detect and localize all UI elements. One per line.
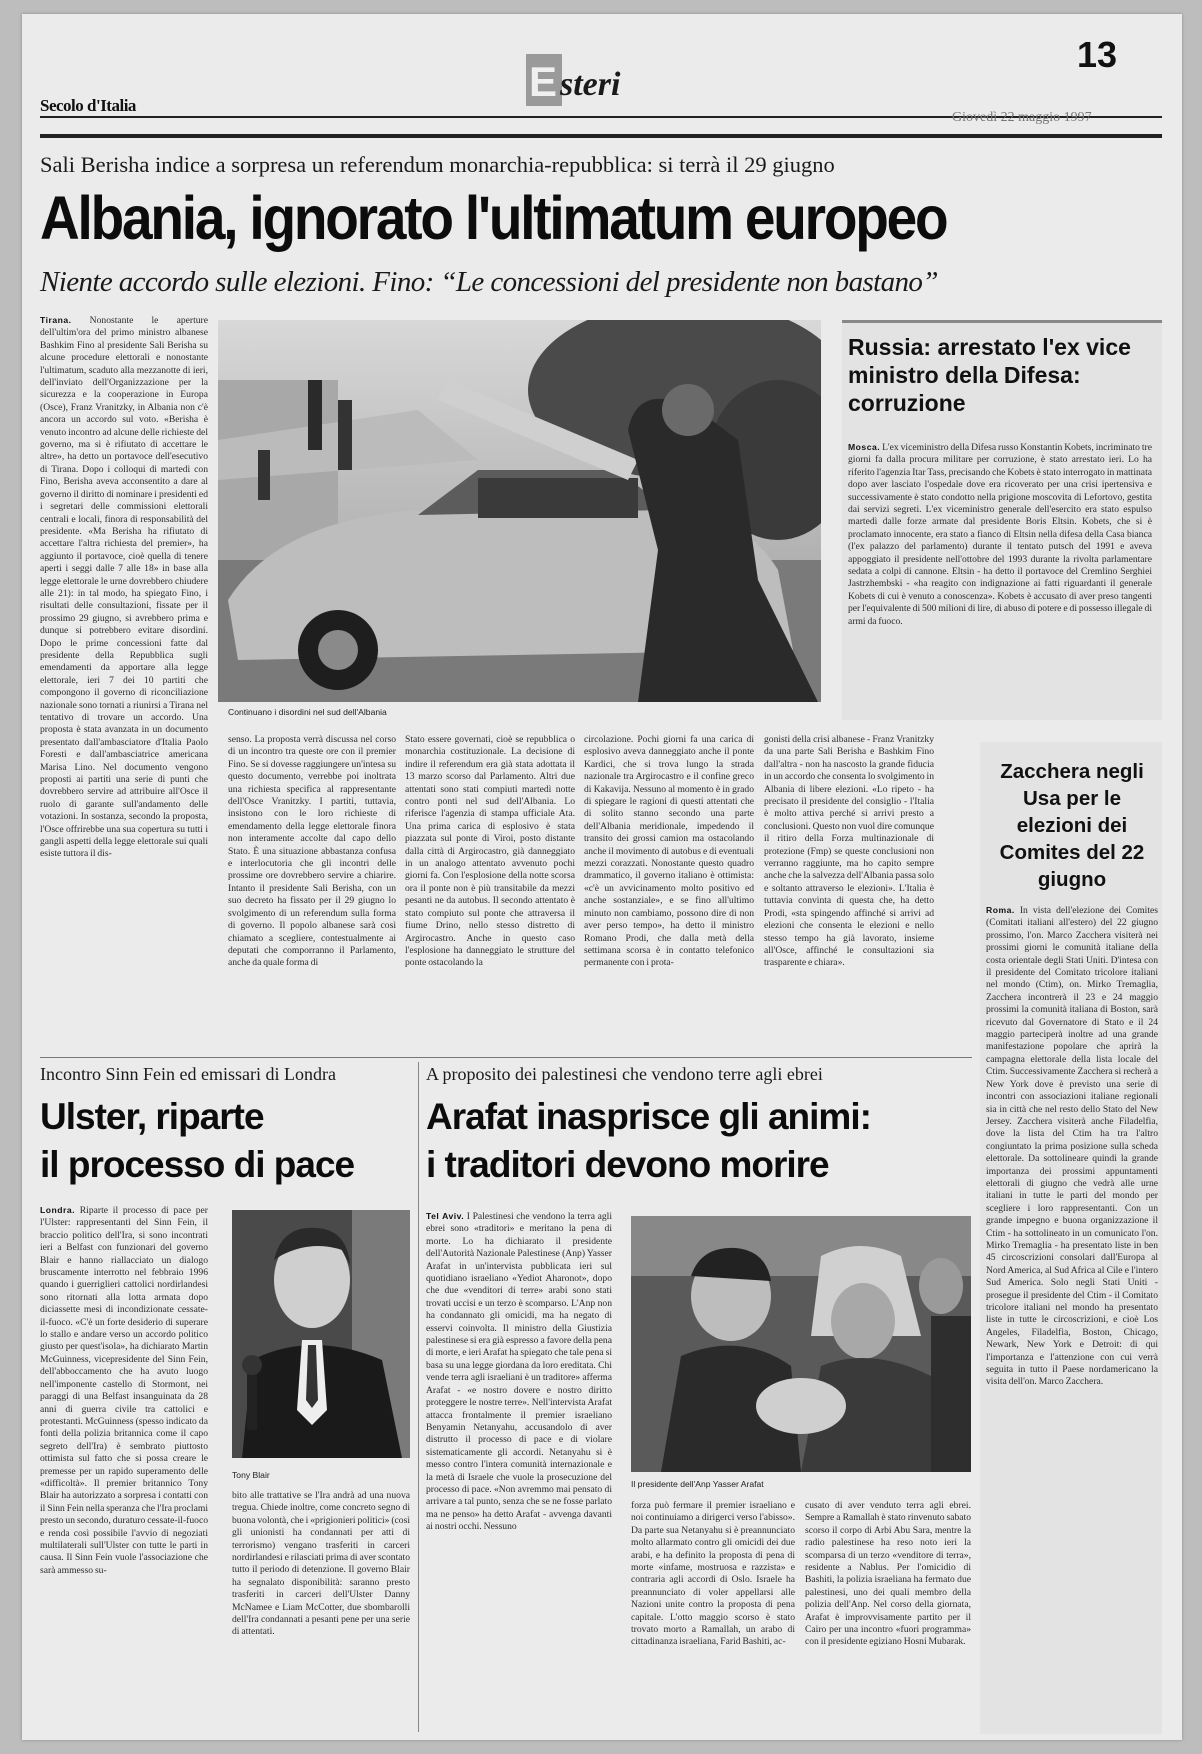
main-col3-text: Stato essere governati, cioè se repubblica o monarchia costituzionale. La decisione di indire il referendum era già stata adottata il 13 marzo scorso dal Parlamento. Altri due attentati sono stati compiuti martedì notte contro ponti nel sud dell'Albania. Lo riferisce l'agenzia di stampa ufficiale Ata. Una prima carica di esplosivo è stata piazzata sul ponte di Viroi, posto distante dalla città di Argirocastro, già danneggiato in un analogo attentato avvenuto pochi giorni fa. Con l'esplosione della notte scorsa ora il ponte non è più transitabile da mezzi pesanti ne da autobus. Il secondo attentato è stato compiuto sul ponte che attraversa il fiume Drino, nello stesso distretto di Argirocastro. Anche in questo caso l'esplosione ha danneggiato le strutture del ponte ostacolando la	[405, 734, 575, 969]
arafat-headline-1: Arafat inasprisce gli animi:	[426, 1096, 871, 1137]
top-rule	[40, 134, 1162, 138]
ulster-article-col1	[40, 1204, 208, 1732]
russia-headline: Russia: arrestato l'ex vice ministro della Difesa: corruzione	[848, 334, 1131, 416]
arafat-overline: A proposito dei palestinesi che vendono terre agli ebrei	[426, 1064, 823, 1084]
lower-divider	[418, 1062, 419, 1732]
ulster-dateline: Londra.	[40, 1205, 76, 1215]
main-article-col1	[40, 314, 208, 989]
arafat-col2-text: forza può fermare il premier israeliano e noi continuiamo a dirigerci verso l'abisso». Da parte sua Netanyahu si è preannunciato molto allarmato contro gli omicidi dei due arabi, e ha definito la proposta di pena di morte «infame, mostruosa e razzista» e contraria agli accordi di Oslo. Israele ha preannunciato di voler appellarsi alle Nazioni unite contro la proposta di pena capitale. L'otto maggio scorso è stato trovato morto a Ramallah, un arabo di cittadinanza israeliana, Farid Bashiti, ac-	[631, 1500, 795, 1648]
main-dateline: Tirana.	[40, 315, 72, 325]
main-col5-text: gonisti della crisi albanese - Franz Vranitzky da una parte Sali Berisha e Bashkim Fino dall'altra - non ha nascosto la grande fiducia in un accordo che consenta lo svolgimento in Albania di libere elezioni. «Lo ripeto - ha precisato il presidente del consiglio - l'Italia è molto attiva perché si arrivi presto a conclusioni. Questo non vuol dire comunque il ritiro della Forza multinazionale di protezione (Fmp) se queste conclusioni non verranno raggiunte, ma ho capito sempre anche che la salvezza dell'Albania passa solo e soltanto attraverso le elezioni». L'Italia è tuttavia convinta di questa che, ha detto Prodi, «sta spingendo affinché si arrivi ad elezioni che consenta le elezioni e nello stesso tempo ha già lavorato, insieme all'Osce, affinché le consultazioni sia trasparente e chiara».	[764, 734, 934, 969]
main-col2-text: senso. La proposta verrà discussa nel corso di un incontro tra queste ore con il premier Fino. Se si dovesse raggiungere un'intesa su questo documento, verrebbe poi inoltrata una richiesta specifica al rappresentante dell'Osce Vranitzky. I partiti, tuttavia, insistono con le loro richieste di emendamento della legge elettorale finora non interamente accolte dal capo dello Stato. È una situazione abbastanza confusa e interlocutoria che gli incontri delle prossime ore dovrebbero servire a chiarire. Intanto il presidente Sali Berisha, con un suo decreto ha fissato per il 29 giugno lo svolgimento di un referendum sulla forma di governo. Il popolo albanese sarà così chiamato a scegliere, contestualmente ai deputati che comporranno il Parlamento, anche da quale forma di	[228, 734, 396, 969]
main-overline: Sali Berisha indice a sorpresa un referendum monarchia-repubblica: si terrà il 29 giugno	[40, 152, 835, 177]
ulster-col1-text: Riparte il processo di pace per l'Ulster: rappresentanti del Sinn Fein, il braccio politico dell'Ira, si sono incontrati ieri a Belfast con funzionari del governo Blair e hanno riallacciato un dialogo bruscamente interrotto nel febbraio 1996 quando i guerriglieri cattolici nordirlandesi sono ritornati alla lotta armata dopo diciassette mesi di incondizionate cessate-il-fuoco. «C'è un forte desiderio di superare lo stallo e andare verso un accordo politico giusto per quest'isola», ha dichiarato Martin McGuinness, vicepresidente del Sinn Fein, dell'abboccamento che ha avuto luogo nell'imponente castello di Stormont, nei paraggi di una Belfast insanguinata da 28 anni di guerra civile tra cattolici e protestanti. McGuinness (spesso indicato da fonti della polizia britannica come il capo segreto dell'Ira) è sembrato piuttosto ottimista sul fatto che si possa creare le premesse per un rapido superamento delle «difficoltà». Il premier britannico Tony Blair ha autorizzato a sorpresa i contatti con il Sinn Fein nella speranza che l'Ira proclami presto un secondo, duraturo cessate-il-fuoco e renda così possibile l'avvio di negoziati multilaterali sull'Ulster con tutte le parti in causa. Il Sinn Fein vuole l'associazione che sarà ammesso su-	[40, 1205, 208, 1576]
zacchera-article	[986, 904, 1158, 1732]
main-headline: Albania, ignorato l'ultimatum europeo	[40, 183, 947, 253]
ulster-photo-caption: Tony Blair	[232, 1470, 270, 1480]
main-col4-text: circolazione. Pochi giorni fa una carica di esplosivo aveva danneggiato anche il ponte Kardici, che si trova lungo la strada nazionale tra Argirocastro e il confine greco di Kakavija. Nessuno al momento è in grado di spiegare le ragioni di questi attentati che di solito stanno secondo una parte dell'Albania meridionale, impedendo il transito dei grossi camion ma ostacolando anche il movimento di autobus e di eventuali mezzi corazzati. Nonostante questo quadro drammatico, il governo italiano è ottimista: «c'è un avvicinamento molto positivo ed anche sostanziale», e se fino all'ultimo minuto non cambiamo, possono dire di non aver perso tempo», ha detto il ministro Romano Prodi, che dalla metà della settimana scorsa è in contatto telefonico permanente con i prota-	[584, 734, 754, 969]
ulster-headline-2: il processo di pace	[40, 1144, 355, 1185]
arafat-col1-text: I Palestinesi che vendono la terra agli ebrei sono «traditori» e meritano la pena di morte. Lo ha dichiarato il presidente dell'Autorità Nazionale Palestinese (Anp) Yasser Arafat in un'intervista pubblicata ieri sul quotidiano israeliano «Yediot Aharonot», dopo che due «venditori di terre» arabi sono stati trovati uccisi e un terzo è scomparso. L'Anp non ha condannato gli omicidi, ma ha negato di esservi coinvolta. Il ministro della Giustizia palestinese si era già espresso a favore della pena di morte, e ieri Arafat ha spiegato che tale pena si basa su una legge giordana da loro ereditata. Chi vende terra agli israeliani è un traditore» afferma Arafat - «e nostro dovere e nostro diritto proteggere le nostre terre». Nell'intervista Arafat attacca frontalmente il premier israeliano Benyamin Netanyahu, accusandolo di aver distrutto il processo di pace e di violare sistematicamente gli accordi. Netanyahu si è messo contro l'intera comunità internazionale e la metà di Israele che vuole la prosecuzione del processo di pace. «Non avremmo mai pensato di arrivare a tal punto, senza che se ne fosse parlato ma ne penso» ha detto Arafat - avvenga davanti ai nostri occhi. Nessuno	[426, 1211, 612, 1533]
page-number: 13	[1077, 34, 1118, 75]
russia-box	[842, 320, 1162, 720]
main-subheadline: Niente accordo sulle elezioni. Fino: “Le concessioni del presidente non bastano”	[40, 266, 938, 298]
ulster-overline: Incontro Sinn Fein ed emissari di Londra	[40, 1064, 336, 1084]
main-photo	[218, 320, 821, 702]
issue-date: Giovedì 22 maggio 1997	[952, 110, 1092, 125]
zacchera-text: In vista dell'elezione dei Comites (Comitati italiani all'estero) del 22 giugno prossimo, l'on. Marco Zacchera visiterà nei prossimi giorni le comunità italiane della costa orientale degli Stati Uniti. D'intesa con il presidente del Comitato tricolore italiani nel mondo (Ctim), on. Mirko Tremaglia, Zacchera incontrerà il 23 e 24 maggio prossimi la comunità italiana di Boston, sarà ricevuto dal Governatore di Stato e il 24 maggio parteciperà inoltre ad una grande manifestazione popolare che aprirà la campagna elettorale della lista locale del Ctim. Successivamente Zacchera si recherà a New York dove è previsto una serie di incontri con associazioni italiane regionali sia in città che nel resto dello Stato del New Jersey. Zacchera visiterà anche Filadelfia, dove la lista del Ctim ha tra l'altro congiuntato la prima posizione sulla scheda elettorale. Da sottolineare quindi la grande importanza dei prossimi appuntamenti elettorali di giugno che vedrà alle urne italiani in tutte le parti del mondo per scegliere i loro rappresentanti. Con un grande impegno e buona organizzazione il Ctim - ha sottolineato in un comunicato l'on. Mirko Tremaglia - ha presentato liste in ben 45 circoscrizioni consolari dall'Europa al Nord America, al Sud Africa al Cile e l'intero Sud America. Solo negli Stati Uniti - prosegue il presidente del Ctim - il Comitato tricolore italiani nel mondo ha presentato liste in tutte le circoscrizioni, e cioè Los Angeles, Filadelfia, Boston, Chicago, Newark, New York e Detroit: di qui l'importanza e l'attenzione con cui verrà seguita in tutto il Paese nordamericano la visita dell'on. Marco Zacchera.	[986, 905, 1158, 1388]
main-col1-text: Nonostante le aperture dell'ultim'ora del primo ministro albanese Bashkim Fino al presidente Sali Berisha su alcune procedure elettorali e nonostante l'ultimatum, scaduto alla mezzanotte di ieri, dell'inviato dell'Organizzazione per la sicurezza e la cooperazione in Europa (Osce), Franz Vranitzky, in Albania non c'è ancora un accordo sul voto. «Berisha è venuto incontro ad alcune delle richieste del governo, ma si è rifiutato di accettare le altre», ha detto un portavoce dell'esecutivo di Tirana. Dopo i colloqui di martedì con Fino, Berisha aveva acconsentito a dare al governo il diritto di nominare i presidenti ed i segretari delle commissioni elettorali centrali e locali, finora di responsabilità del presidente. «Ma Berisha ha rifiutato di accettare l'altra richiesta del premier», ha aggiunto il portavoce, cioè quella di tenere aperti i seggi dalle 7 alle 18» in base alla legge elettorale le urne dovrebbero chiudere alle 21): in tal modo, ha spiegato Fino, i risultati delle consultazioni, fissate per il prossimo 29 giugno, si avrebbero prima e dunque si potrebbero evitare disordini. Dopo le prime concessioni fatte dal presidente della Repubblica sugli emendamenti da apportare alla legge elettorale, ieri 7 dei 10 partiti che compongono il governo di riconciliazione nazionale sono tornati a riunirsi a Tirana nel tentativo di trovare un accordo. Una proposta è stata avanzata in un documento presentato dall'ambasciatore d'Italia Paolo Foresti e dall'ambasciatrice americana Marisa Lino. Nel documento vengono proposti ai partiti una serie di punti che dovrebbero servire ad attribuire all'Osce il ruolo di garante sull'andamento delle votazioni. In sostanza, secondo la proposta, l'Osce offrirebbe una sua copertura su tutti i gangli aspetti della legge elettorale sui quali esiste tuttora il dis-	[40, 315, 208, 860]
zacchera-headline: Zacchera negli Usa per le elezioni dei Comites del 22 giugno	[999, 760, 1145, 891]
ulster-col2-text: bito alle trattative se l'Ira andrà ad una nuova tregua. Chiede inoltre, come concreto segno di buona volontà, che i «prigionieri politici» (così gli unionisti ha condannati per atti di terrorismo) vengano trasferiti in carceri nordirlandesi e rilasciati prima di aver scontato tutto il periodo di detenzione. Il governo Blair ha segnalato disponibilità: saranno presto trasferiti in carceri dell'Ulster Danny McNamee e Liam McCotter, due sbombarolli dell'Ira condannati a pesanti pene per una serie di attentati.	[232, 1490, 410, 1638]
arafat-headline-2: i traditori devono morire	[426, 1144, 829, 1185]
section-initial: E	[529, 58, 558, 105]
tony-blair-photo	[232, 1210, 410, 1458]
section-name: steri	[560, 66, 621, 103]
ulster-headline-1: Ulster, riparte	[40, 1096, 264, 1137]
arafat-dateline: Tel Aviv.	[426, 1211, 465, 1221]
main-article-col2	[228, 734, 396, 989]
arafat-col3-text: cusato di aver venduto terra agli ebrei. Sempre a Ramallah è stato rinvenuto sabato scorso il corpo di Arbi Abu Sara, mentre la radio palestinese ha reso noto ieri la scomparsa di un terzo «venditore di terra», residente a Nablus. Per l'omicidio di Bashiti, la polizia israeliana ha fermato due palestinesi, uno dei quali membro della polizia dell'Anp. Nel corso della giornata, Arafat è improvvisamente partito per il Cairo per una incontro «fuori programma» con il presidente egiziano Hosni Mubarak.	[805, 1500, 971, 1648]
main-article-col3	[405, 734, 575, 989]
main-photo-caption: Continuano i disordini nel sud dell'Albania	[228, 707, 387, 717]
arafat-photo	[631, 1216, 971, 1472]
newspaper-name: Secolo d'Italia	[40, 96, 136, 115]
zacchera-box	[980, 742, 1162, 1734]
arafat-article-col2	[631, 1500, 795, 1732]
arafat-photo-caption: Il presidente dell'Anp Yasser Arafat	[631, 1479, 764, 1489]
newspaper-page	[22, 14, 1182, 1740]
section-logo	[526, 54, 656, 106]
zacchera-dateline: Roma.	[986, 905, 1015, 915]
ulster-photo	[232, 1210, 410, 1458]
russia-text: L'ex viceministro della Difesa russo Konstantin Kobets, incriminato tre giorni fa dalla procura militare per corruzione, è stato arrestato ieri. Lo ha riferito l'agenzia Itar Tass, precisando che Kobets è stato interrogato in mattinata dopo aver lasciato l'ospedale dove era ricoverato per una crisi ipertensiva e successivamente è stato condotto nella prigione moscovita di Lefortovo, gestita dai servizi segreti. L'ex viceministro generale dell'esercito era stato espulso martedì dalle forze armate dal presidente Boris Eltsin. Kobets, che si è proclamato innocente, era stato a fianco di Eltsin nella difesa della Casa bianca (l'ex palazzo del parlamento) durante il tentato putsch del 1991 e aveva appoggiato il presidente nell'ottobre del 1993 durante la rivolta parlamentare sedata a colpi di cannone. Eltsin - ha detto il portavoce del Cremlino Serghiei Jastrzhembski - «ha reagito con indignazione ai fatti riguardanti il generale Kobets di cui è venuto a conoscenza». Kobets è accusato di aver preso tangenti per l'equivalente di 500 milioni di lire, di abuso di potere e di possesso illegale di armi da fuoco.	[848, 442, 1152, 627]
russia-dateline: Mosca.	[848, 442, 881, 452]
arafat-article-col3	[805, 1500, 971, 1732]
main-article-col5	[764, 734, 934, 989]
yasser-arafat-photo	[631, 1216, 971, 1472]
ulster-article-col2	[232, 1490, 410, 1732]
car-unrest-photo	[218, 320, 821, 702]
russia-article	[848, 441, 1152, 721]
main-article-col4	[584, 734, 754, 989]
lower-rule	[40, 1057, 972, 1058]
arafat-article-col1	[426, 1210, 612, 1732]
